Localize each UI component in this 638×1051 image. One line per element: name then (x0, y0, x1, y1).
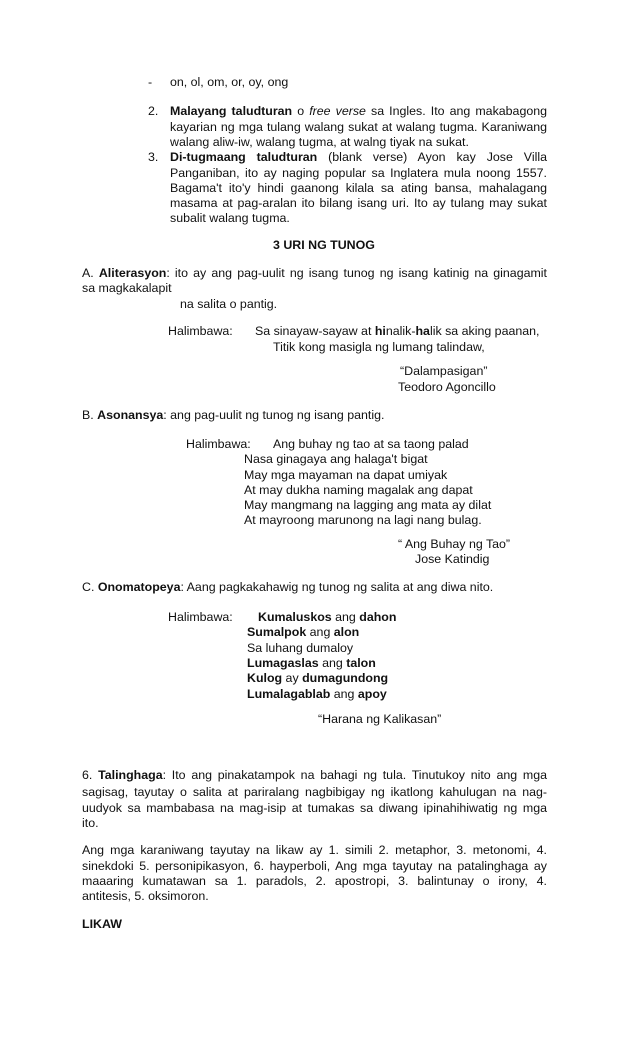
aliterasyon-rest: : ito ay ang pag-uulit ng isang tunog ng isang katinig na ginagamit (166, 266, 547, 280)
asonansya-source-title: “ Ang Buhay ng Tao” (398, 537, 511, 551)
onomatopeya-verse-5: Kulog ay dumagundong (247, 671, 389, 685)
onomatopeya-verse-6: Lumalagablab ang apoy (247, 687, 387, 701)
talinghaga-term: Talinghaga (98, 768, 163, 782)
onomatopeya-source: “Harana ng Kalikasan” (318, 712, 442, 726)
aliterasyon-source-title: “Dalampasigan” (400, 364, 488, 378)
item3-line3: Bagama't ito'y hindi gaanong kilala sa ating bansa, mahalagang (170, 181, 547, 195)
aliterasyon-example-1: Sa sinayaw-sayaw at hinalik-halik sa aking paanan, (255, 324, 540, 338)
onomatopeya-verse-4: Lumagaslas ang talon (247, 656, 376, 670)
aliterasyon-line3: na salita o pantig. (180, 297, 278, 311)
onomatopeya-line: C. Onomatopeya: Aang pagkakahawig ng tunog ng salita at ang diwa nito. (82, 580, 494, 594)
asonansya-verse-3: May mga mayaman na dapat umiyak (244, 468, 448, 482)
item3-line5: subalit walang tugma. (170, 211, 290, 225)
likaw-heading: LIKAW (82, 917, 122, 931)
talinghaga-line3: uudyok sa mambabasa na mag-isip at tumakas sa diwang ipinahihiwatig ng mga (82, 801, 547, 815)
item3-number: 3. (148, 150, 159, 164)
aliterasyon-source-author: Teodoro Agoncillo (398, 380, 496, 394)
talinghaga-line2: sagisag, tayutay o salita at pariralang nagbibigay ng ikatlong kahulugan na nag- (82, 785, 547, 799)
talinghaga-line1: 6. Talinghaga: Ito ang pinakatampok na bahagi ng tula. Tinutukoy nito ang mga (82, 768, 548, 782)
aliterasyon-example-2: Titik kong masigla ng lumang talindaw, (273, 340, 485, 354)
aliterasyon-halimbawa: Halimbawa: (168, 324, 233, 338)
item3-rest: (blank verse) Ayon kay Jose Villa (317, 150, 548, 164)
onomatopeya-term: Onomatopeya (97, 580, 181, 594)
item3-term: Di-tugmaang taludturan (170, 150, 318, 164)
item3-line2: Panganiban, ito ay naging popular sa Inglatera mula noong 1557. (170, 166, 547, 180)
asonansya-verse-5: May mangmang na lagging ang mata ay dilat (244, 498, 492, 512)
asonansya-verse-6: At mayroong marunong na lagi nang bulag. (244, 513, 482, 527)
onomatopeya-verse-2: Sumalpok ang alon (247, 625, 360, 639)
tayutay-line1: Ang mga karaniwang tayutay na likaw ay 1. simili 2. metaphor, 3. metonomi, 4. (82, 843, 547, 857)
asonansya-verse-1: Ang buhay ng tao at sa taong palad (273, 437, 469, 451)
item3-line4: masama at pag-aralan ito bilang isang uri. Ito ay tulang may sukat (170, 196, 547, 210)
item2-italic: free verse (309, 104, 366, 118)
tayutay-line2: sinekdoki 5. personipikasyon, 6. hayperboli, Ang mga tayutay na patalinghaga ay (82, 859, 547, 873)
asonansya-source-author: Jose Katindig (415, 552, 490, 566)
asonansya-verse-2: Nasa ginagaya ang halaga't bigat (244, 452, 428, 466)
talinghaga-line4: ito. (82, 816, 99, 830)
tayutay-line3: maaaring kumatawan sa 1. paradols, 2. apostropi, 3. balintunay o irony, 4. (82, 874, 547, 888)
asonansya-verse-4: At may dukha naming magalak ang dapat (244, 483, 473, 497)
item2-number: 2. (148, 104, 159, 118)
onomatopeya-verse-3: Sa luhang dumaloy (247, 641, 354, 655)
list-dash-text: on, ol, om, or, oy, ong (170, 75, 289, 89)
list-dash-bullet: - (148, 75, 153, 89)
item3-line1 (170, 150, 547, 165)
onomatopeya-halimbawa: Halimbawa: (168, 610, 233, 624)
item2-line3: walang aliw-iw, walang tugma, at walng tiyak na sukat. (170, 135, 469, 149)
aliterasyon-line2: sa magkakalapit (82, 281, 172, 295)
tayutay-line4: antitesis, 5. oksimoron. (82, 889, 209, 903)
item2-term: Malayang taludturan (170, 104, 293, 118)
asonansya-halimbawa: Halimbawa: (186, 437, 251, 451)
aliterasyon-line1 (82, 266, 547, 281)
item2-line2: kayarian ng mga tulang walang sukat at walang tugma. Karaniwang (170, 120, 547, 134)
item2-mid: o (292, 104, 310, 118)
item2-rest: sa Ingles. Ito ang makabagong (365, 104, 548, 118)
asonansya-line: B. Asonansya: ang pag-uulit ng tunog ng isang pantig. (82, 408, 385, 422)
asonansya-term: Asonansya (97, 408, 164, 422)
item2-line1 (170, 104, 547, 119)
aliterasyon-letter: A. (82, 266, 99, 280)
section-title: 3 URI NG TUNOG (273, 238, 375, 252)
onomatopeya-verse-1: Kumaluskos ang dahon (258, 610, 397, 624)
aliterasyon-term: Aliterasyon (98, 266, 167, 280)
